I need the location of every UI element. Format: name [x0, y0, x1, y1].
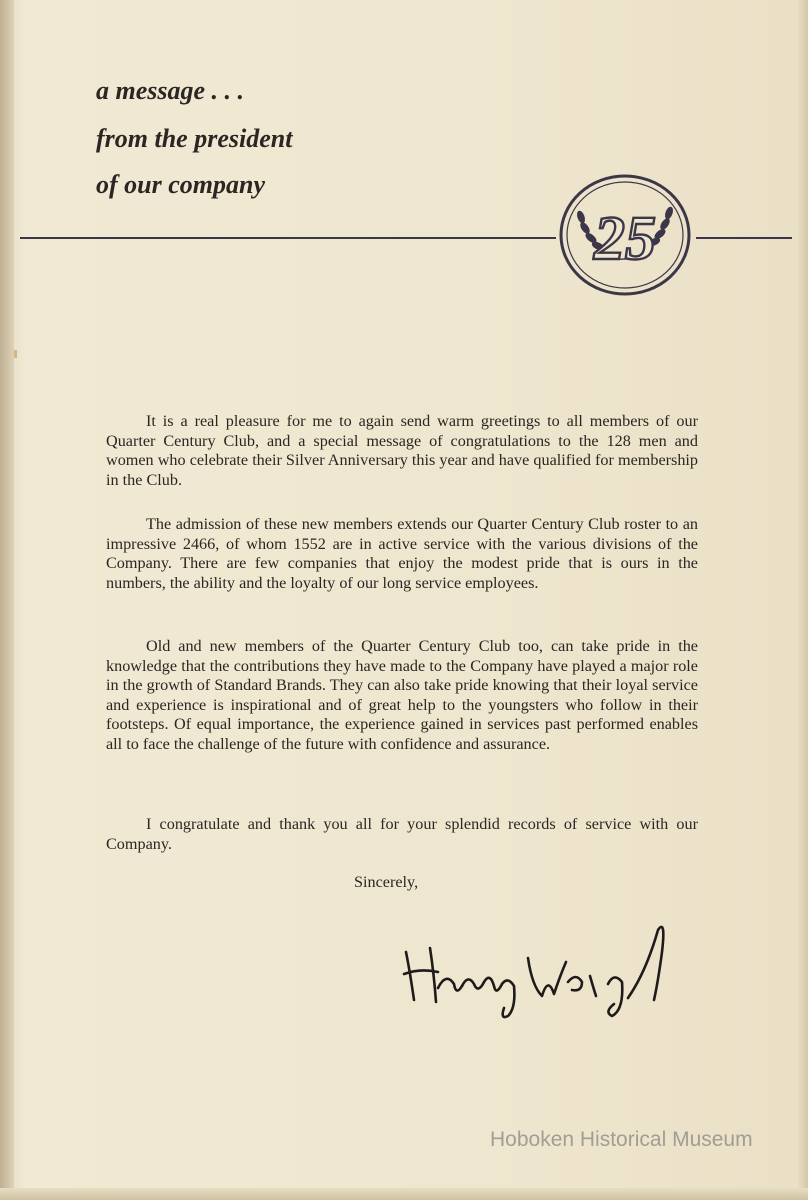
paragraph-text: It is a real pleasure for me to again send warm greetings to all members of our Quarter Century Club, and a special message of congratulations to the 128 men and women who celebrate their Silver Anniversary this year and have qualified for membership in the Club.: [106, 412, 698, 489]
header-rule-left: [20, 237, 556, 239]
signature-image: [396, 912, 696, 1022]
letter-paragraph-2: [106, 515, 698, 593]
letter-paragraph-3: [106, 637, 698, 755]
heading-line-1: a message . . .: [96, 76, 245, 105]
page-binding: [0, 0, 14, 1200]
page-edge: [798, 0, 808, 1200]
paragraph-text: The admission of these new members extends our Quarter Century Club roster to an impressive 2466, of whom 1552 are in active service with the various divisions of the Company. There are few companies that enjoy the modest pride that is ours in the numbers, the ability and the loyalty of our long service employees.: [106, 515, 698, 592]
museum-watermark: Hoboken Historical Museum: [490, 1128, 753, 1151]
heading-line-2: from the president: [96, 124, 293, 153]
letter-closing: Sincerely,: [354, 873, 419, 891]
heading-line-3: of our company: [96, 170, 265, 199]
page-stain: [14, 350, 17, 358]
page-bottom-edge: [0, 1188, 808, 1200]
anniversary-emblem: [557, 173, 693, 297]
paragraph-text: Old and new members of the Quarter Century Club too, can take pride in the knowledge that the contributions they have made to the Company have played a major role in the growth of Standard Brands. They can also take pride knowing that their loyal service and experience is inspirational and of great help to the youngsters who follow in their footsteps. Of equal importance, the experience gained in services past performed enables all to face the challenge of the future with confidence and assurance.: [106, 637, 698, 753]
emblem-number: 25: [594, 205, 656, 273]
header-rule-right: [696, 237, 792, 239]
letter-paragraph-4: [106, 815, 698, 854]
paragraph-text: I congratulate and thank you all for your splendid records of service with our Company.: [106, 815, 698, 853]
letter-paragraph-1: [106, 412, 698, 490]
